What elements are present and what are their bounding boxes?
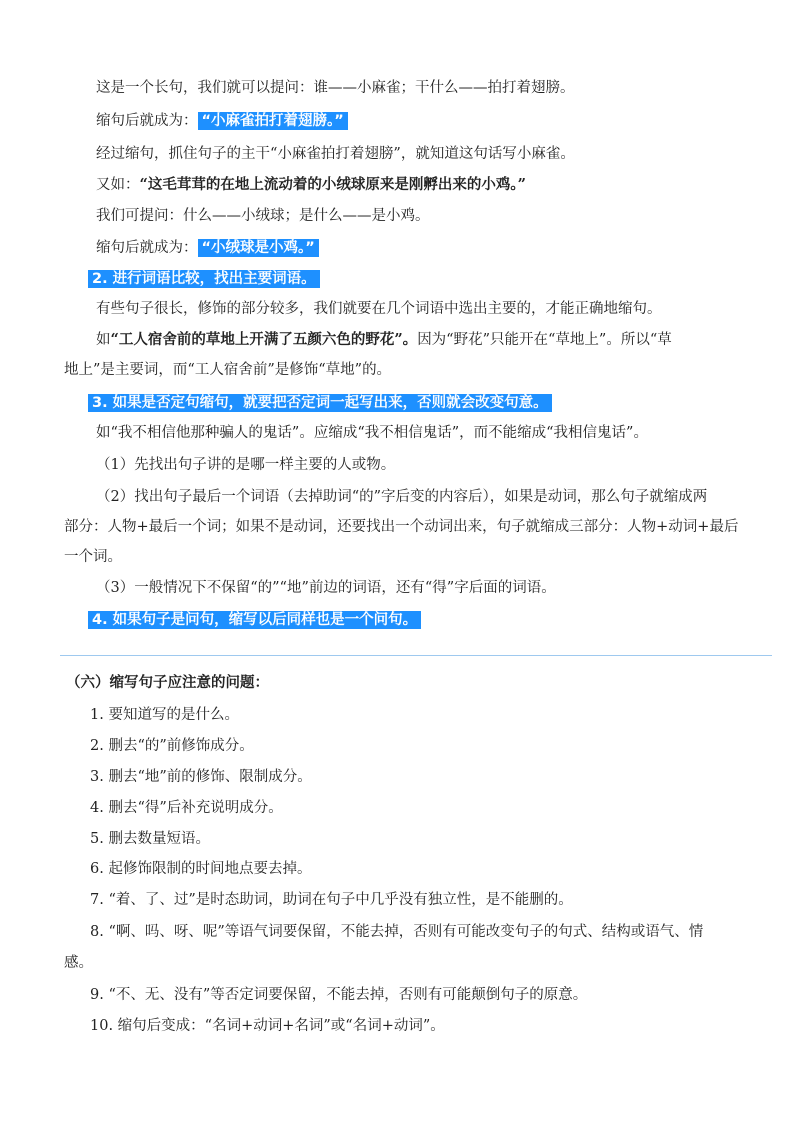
bold-example: “工人宿舍前的草地上开满了五颜六色的野花”。 — [110, 331, 418, 348]
text: 如 — [96, 332, 111, 348]
highlighted-example: “小麻雀拍打着翅膀。” — [198, 112, 348, 130]
text: 因为“野花”只能开在“草地上”。所以“草 — [417, 332, 672, 348]
paragraph-line — [64, 546, 122, 568]
text: 缩句后就成为： — [96, 240, 198, 256]
paragraph-line — [64, 516, 738, 538]
section-title: （六）缩写句子应注意的问题： — [66, 675, 269, 691]
list-item: 8. “啊、吗、呀、呢”等语气词要保留，不能去掉，否则有可能改变句子的句式、结构或语气、情 — [90, 924, 704, 940]
text: （1）先找出句子讲的是哪一样主要的人或物。 — [96, 457, 396, 473]
text: 有些句子很长，修饰的部分较多，我们就要在几个词语中选出主要的，才能正确地缩句。 — [96, 301, 662, 317]
paragraph-line — [96, 143, 575, 165]
paragraph-line — [96, 577, 556, 599]
highlighted-example: “小绒球是小鸡。” — [198, 239, 319, 257]
list-item: 5. 删去数量短语。 — [90, 831, 210, 847]
paragraph-line — [96, 237, 319, 259]
list-item: 6. 起修饰限制的时间地点要去掉。 — [90, 861, 312, 877]
text: 我们可提问：什么——小绒球；是什么——是小鸡。 — [96, 208, 430, 224]
list-item: 1. 要知道写的是什么。 — [90, 707, 239, 723]
paragraph-line — [96, 298, 662, 320]
highlighted-heading: 4. 如果句子是问句，缩写以后同样也是一个问句。 — [88, 611, 421, 629]
text: 缩句后就成为： — [96, 113, 198, 129]
text: 如“我不相信他那种骗人的鬼话”。应缩成“我不相信鬼话”，而不能缩成“我相信鬼话”。 — [96, 425, 648, 441]
paragraph-line — [96, 205, 430, 227]
text: （2）找出句子最后一个词语（去掉助词“的”字后变的内容后），如果是动词，那么句子就缩成两 — [96, 489, 708, 505]
text: 又如： — [96, 177, 140, 193]
list-item: 10. 缩句后变成：“名词+动词+名词”或“名词+动词”。 — [90, 1018, 445, 1034]
list-item: 9. “不、无、没有”等否定词要保留，不能去掉，否则有可能颠倒句子的原意。 — [90, 987, 588, 1003]
text: 部分：人物+最后一个词；如果不是动词，还要找出一个动词出来，句子就缩成三部分：人物+动词+最后 — [64, 519, 739, 535]
list-item: 2. 删去“的”前修饰成分。 — [90, 738, 254, 754]
paragraph-line — [96, 422, 648, 444]
heading-4 — [88, 609, 421, 631]
text: （3）一般情况下不保留“的”“地”前边的词语，还有“得”字后面的词语。 — [96, 580, 556, 596]
section-divider — [60, 655, 772, 656]
list-item-continuation: 感。 — [64, 955, 93, 971]
highlighted-heading: 3. 如果是否定句缩句，就要把否定词一起写出来，否则就会改变句意。 — [88, 394, 552, 412]
list-item: 7. “着、了、过”是时态助词，助词在句子中几乎没有独立性，是不能删的。 — [90, 892, 573, 908]
heading-2 — [88, 268, 320, 290]
text: 地上”是主要词，而“工人宿舍前”是修饰“草地”的。 — [64, 362, 392, 378]
paragraph-line — [96, 486, 707, 508]
text: 这是一个长句，我们就可以提问：谁——小麻雀；干什么——拍打着翅膀。 — [96, 80, 575, 96]
list-item: 3. 删去“地”前的修饰、限制成分。 — [90, 769, 312, 785]
paragraph-line — [96, 174, 526, 196]
text: 一个词。 — [64, 549, 122, 565]
bold-example: “这毛茸茸的在地上流动着的小绒球原来是刚孵出来的小鸡。” — [139, 176, 526, 193]
paragraph-line — [96, 110, 348, 132]
paragraph-line — [96, 454, 395, 476]
paragraph-line — [64, 359, 391, 381]
paragraph-line — [96, 329, 672, 351]
paragraph-line — [96, 77, 575, 99]
text: 经过缩句，抓住句子的主干“小麻雀拍打着翅膀”，就知道这句话写小麻雀。 — [96, 146, 575, 162]
highlighted-heading: 2. 进行词语比较，找出主要词语。 — [88, 270, 320, 288]
heading-3 — [88, 392, 552, 414]
list-item: 4. 删去“得”后补充说明成分。 — [90, 800, 283, 816]
